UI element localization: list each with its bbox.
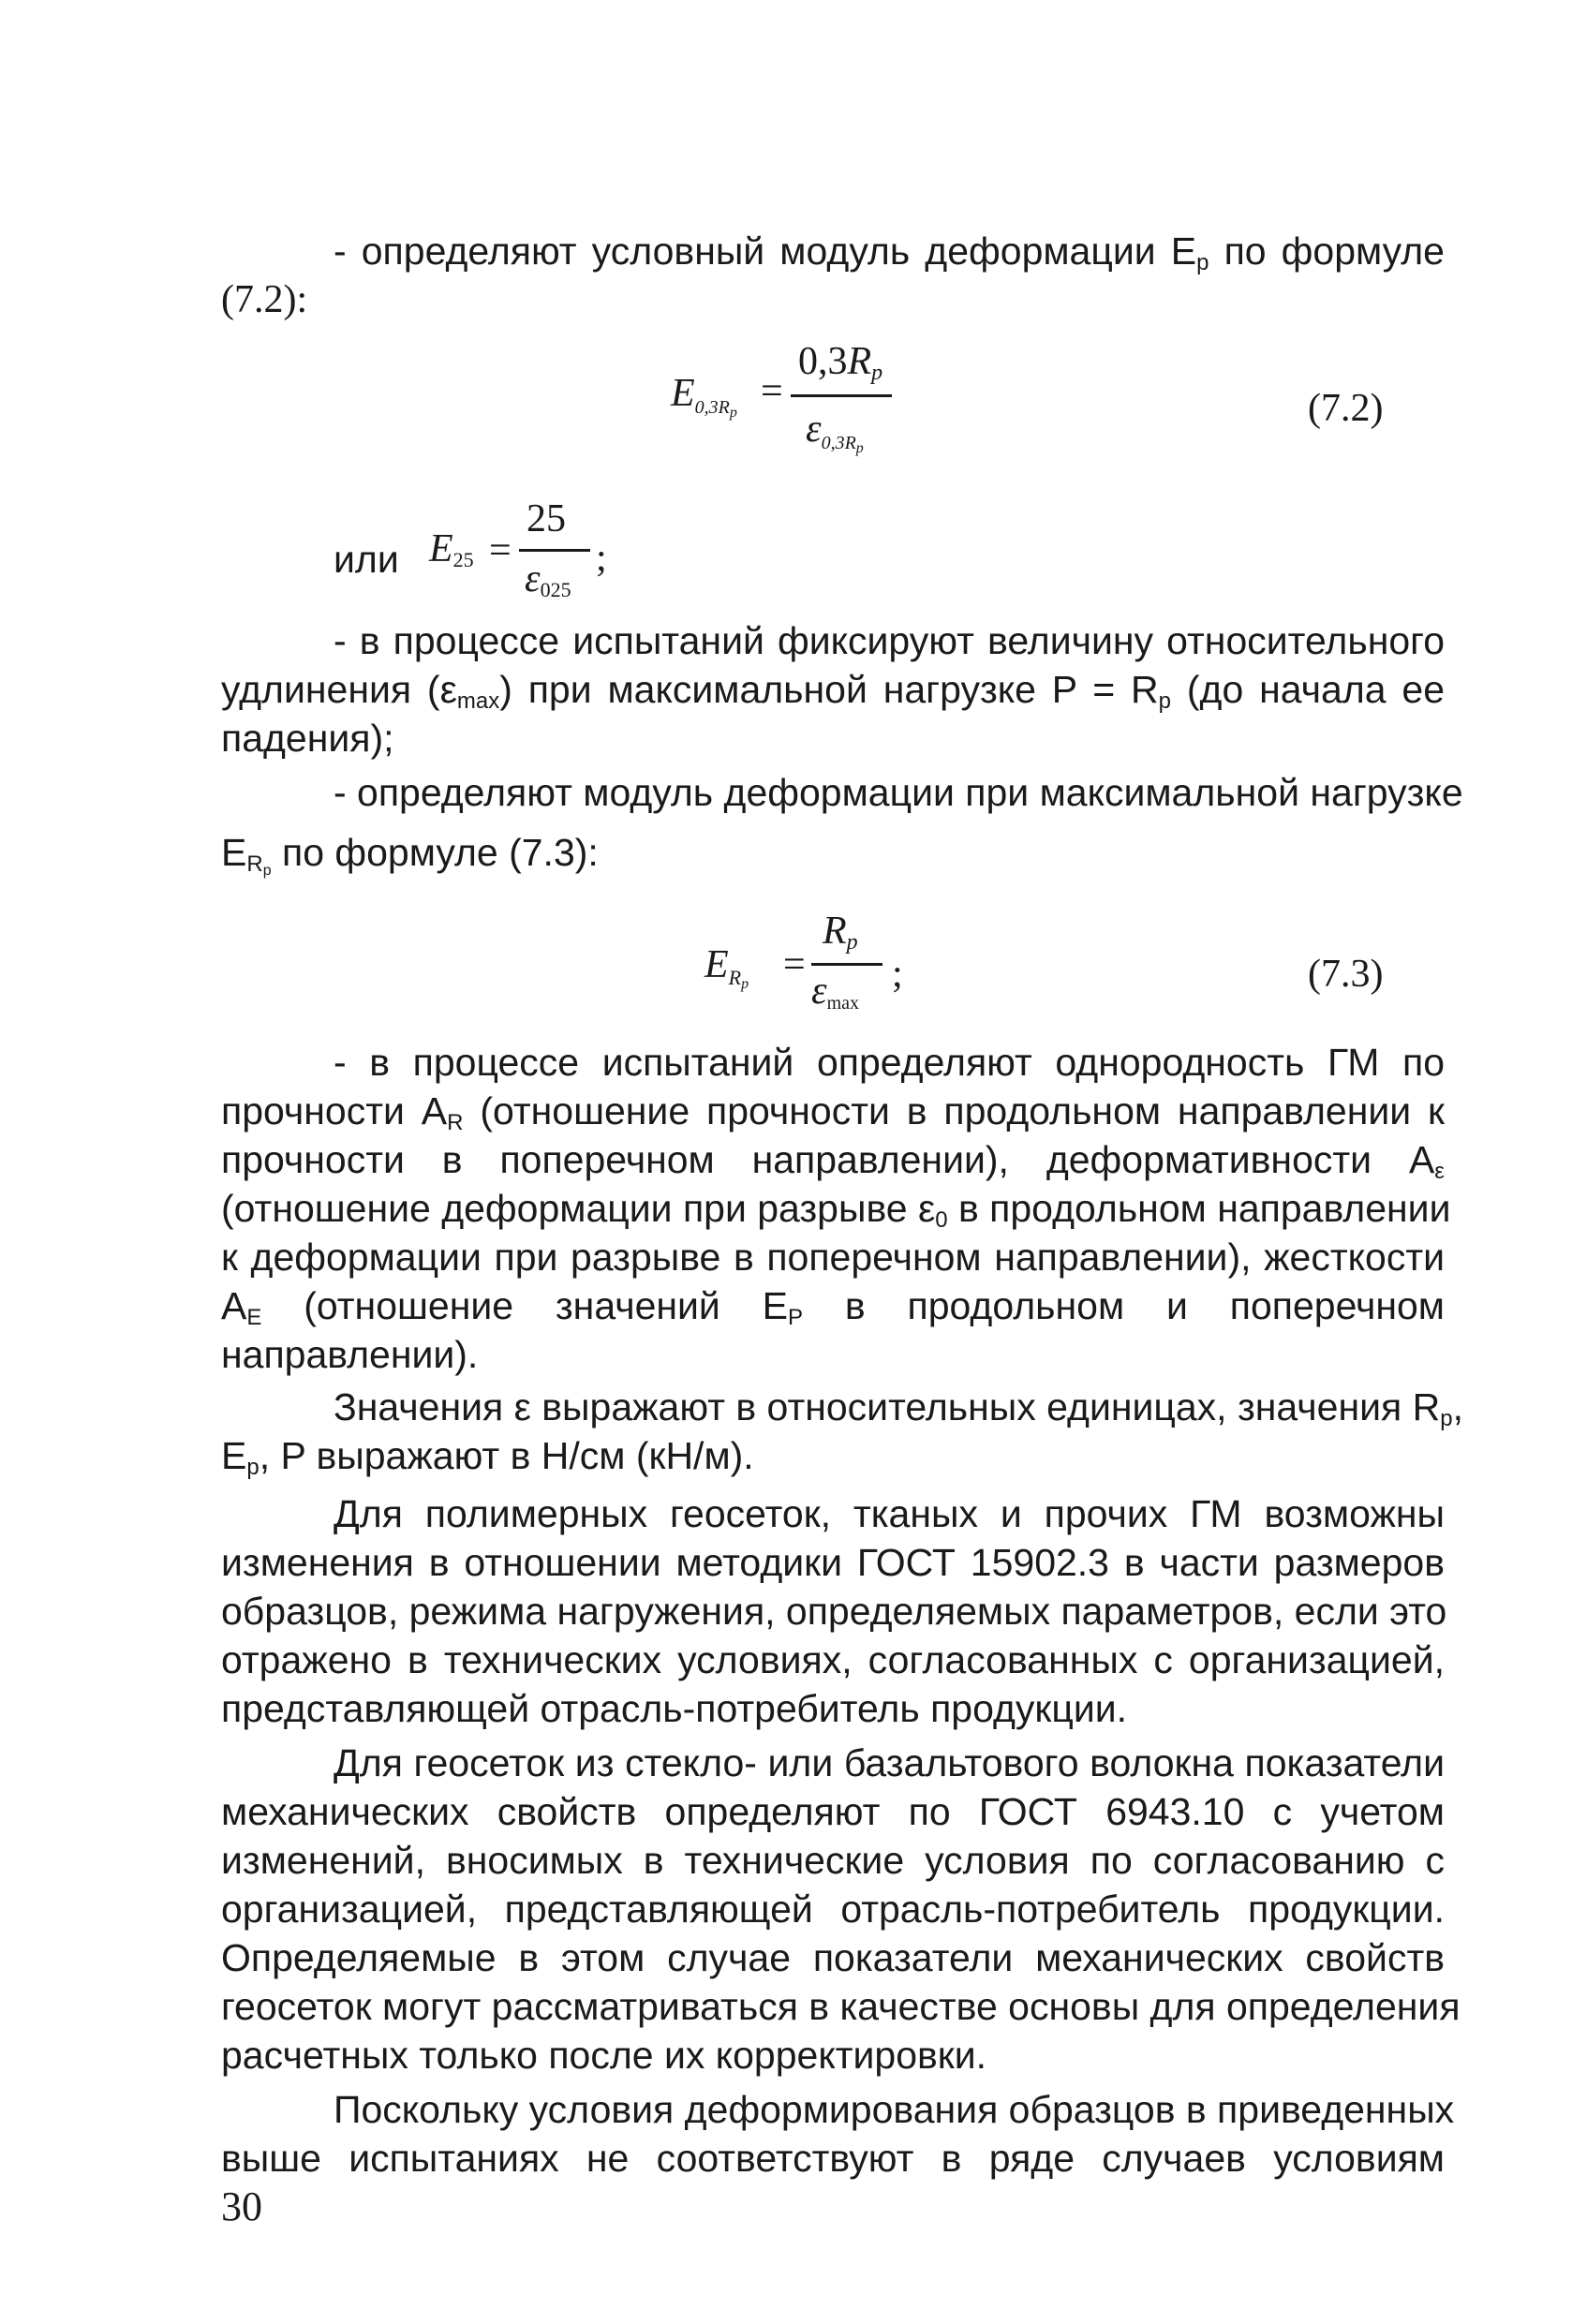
para5-line5: Определяемые в этом случае показатели механических свойств	[221, 1936, 1445, 1979]
para5-line7: расчетных только после их корректировки.	[221, 2034, 987, 2077]
formula-7-3-denominator: $\varepsilon_{max}$	[811, 970, 859, 1014]
formula-7-2-fraction-bar	[791, 394, 892, 397]
formula-e25-semicolon: ;	[596, 537, 607, 580]
para6-line1: Поскольку условия деформирования образцов в приведенных	[334, 2088, 1455, 2131]
intro-sub: р	[1196, 250, 1209, 275]
para1-line3: падения);	[221, 717, 394, 760]
para2-line6: $A_E$ (отношение значений $E_P$ в продольном и поперечном	[221, 1284, 1445, 1330]
page-number: 30	[221, 2183, 262, 2229]
para2-line4: (отношение деформации при разрыве $\varepsilon_0$ в продольном направлении	[221, 1187, 1451, 1233]
para3-line2: $E_р$, P выражают в Н/см (кН/м).	[221, 1434, 754, 1480]
para5-line4: организацией, представляющей отрасль-потребитель продукции.	[221, 1887, 1445, 1931]
para1-line4: - определяют модуль деформации при максимальной нагрузке	[334, 771, 1463, 814]
para4-line5: представляющей отрасль-потребитель продукции.	[221, 1687, 1128, 1730]
para2-line1: - в процессе испытаний определяют однородность ГМ по	[334, 1041, 1445, 1084]
formula-e25-lhs: $E_{25}$	[429, 527, 474, 571]
formula-e25-numerator: 25	[526, 497, 566, 540]
formula-e25-fraction-bar	[519, 549, 590, 552]
para1-line1: - в процессе испытаний фиксируют величину относительного	[334, 619, 1445, 662]
intro-text: - определяют условный модуль деформации E	[334, 229, 1197, 273]
para1-line5: $E_{R_p}$ по формуле (7.3):	[221, 831, 599, 879]
intro-text-end: по формуле	[1209, 229, 1445, 273]
para4-line2: изменения в отношении методики ГОСТ 15902.3 в части размеров	[221, 1541, 1445, 1584]
para2-line3: прочности в поперечном направлении), деформативности $A_\varepsilon$	[221, 1138, 1445, 1184]
formula-7-2-lhs: $E_{0,3R_p}$	[671, 372, 737, 421]
formula-e25-denominator: $\varepsilon_{025}$	[525, 557, 571, 601]
para5-line3: изменений, вносимых в технические условия по согласованию с	[221, 1839, 1445, 1882]
formula-7-3-numerator: $R_p$	[823, 910, 858, 955]
para5-line2: механических свойств определяют по ГОСТ 6943.10 с учетом	[221, 1790, 1445, 1833]
para4-line4: отражено в технических условиях, согласованных с организацией,	[221, 1638, 1445, 1681]
formula-e25-eq: =	[489, 529, 512, 572]
para4-line1: Для полимерных геосеток, тканых и прочих ГМ возможны	[334, 1492, 1445, 1535]
intro-line	[334, 227, 1445, 275]
formula-7-2-eq: =	[761, 370, 783, 413]
para5-line1: Для геосеток из стекло- или базальтового волокна показатели	[334, 1741, 1445, 1784]
formula-7-2-numerator: $0,3R_p$	[798, 340, 883, 385]
formula-7-3-number: (7.3)	[1308, 953, 1384, 996]
formula-7-3-fraction-bar	[811, 963, 882, 966]
formula-e25-prefix: или	[334, 538, 399, 581]
para6-line2: выше испытаниях не соответствуют в ряде случаев условиям	[221, 2137, 1445, 2180]
formula-7-2-number: (7.2)	[1308, 387, 1384, 430]
para4-line3: образцов, режима нагружения, определяемых параметров, если это	[221, 1590, 1447, 1633]
para2-line7: направлении).	[221, 1333, 479, 1376]
formula-7-3-lhs: $E_{R_p}$	[704, 943, 749, 992]
formula-7-3-eq: =	[783, 943, 806, 986]
para1-line2: удлинения $(\varepsilon_{max})$ при максимальной нагрузке $P = R_р$ (до начала ее	[221, 668, 1445, 714]
intro-ref: (7.2):	[221, 278, 308, 321]
formula-7-2-denominator: $\varepsilon_{0,3R_p}$	[806, 407, 864, 456]
para2-line5: к деформации при разрыве в поперечном направлении), жесткости	[221, 1236, 1445, 1279]
para5-line6: геосеток могут рассматриваться в качестве основы для определения	[221, 1985, 1461, 2028]
para3-line1: Значения ε выражают в относительных единицах, значения $R_р$,	[334, 1385, 1463, 1431]
formula-7-3-semicolon: ;	[892, 953, 903, 996]
para2-line2: прочности $A_R$ (отношение прочности в продольном направлении к	[221, 1089, 1445, 1135]
